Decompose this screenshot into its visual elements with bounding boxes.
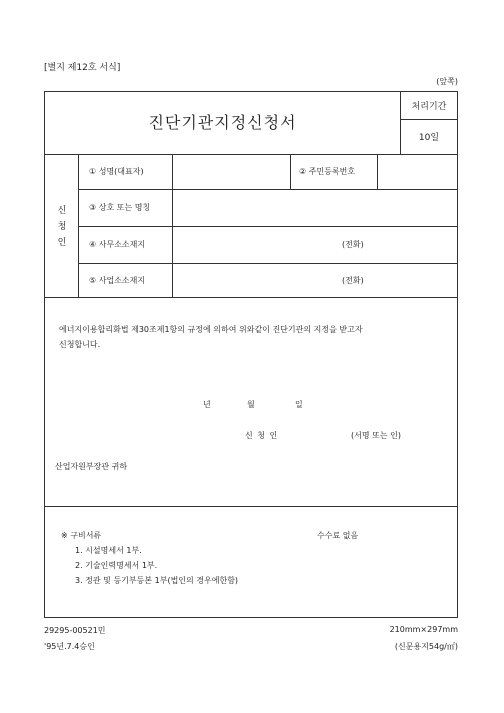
workplace-phone-label: (전화) [342,276,364,285]
processing-period-value: 10일 [418,133,440,143]
signature-note: (서명 또는 인) [351,431,401,440]
office-phone-label: (전화) [342,240,364,249]
document-item: 2. 기술인력명세서 1부. [75,561,158,570]
applicant-section-label: 신 청 인 [57,206,67,248]
form-title: 진단기관지정신청서 [148,113,297,132]
paper-type: (신문용지54g/㎡) [394,642,458,651]
resident-number-field[interactable] [378,155,456,188]
addressee: 산업자원부장관 귀하 [55,462,128,471]
required-documents-header: ※ 구비서류 [61,531,102,540]
divider [290,154,291,189]
divider [400,119,458,120]
paper-size: 210mm×297mm [389,625,458,634]
processing-period-label: 처리기간 [411,102,447,112]
name-field[interactable] [173,155,289,188]
document-item: 1. 시설명세서 1부. [75,546,142,555]
document-item: 3. 정관 및 등기부등본 1부(법인의 경우에한함) [75,576,239,585]
resident-number-label: ② 주민등록번호 [299,167,356,176]
statement-line-2: 신청합니다. [59,340,101,349]
date-day: 일 [295,400,303,409]
approval-date: '95년.7.4승인 [44,642,95,651]
office-address-field[interactable] [173,227,456,262]
form-code: [별지 제12호 서식] [44,63,121,73]
statement-line-1: 에너지이용합리화법 제30조제1항의 규정에 의하여 위와같이 진단기관의 지정을 받고자 [59,325,363,334]
fee-note: 수수료 없음 [317,531,359,540]
application-form [44,91,458,618]
date-month: 월 [247,400,255,409]
page-side-label: (앞쪽) [436,77,458,86]
workplace-address-field[interactable] [173,264,456,296]
name-label: ① 성명(대표자) [89,167,144,176]
office-address-label: ④ 사무소소재지 [89,240,146,249]
divider [45,297,457,298]
workplace-address-label: ⑤ 사업소소재지 [89,276,146,285]
form-number: 29295-00521민 [44,626,106,635]
date-year: 년 [203,400,211,409]
divider [45,506,457,507]
trade-name-field[interactable] [173,190,456,225]
applicant-signature-label: 신 청 인 [245,431,278,440]
trade-name-label: ③ 상호 또는 명칭 [89,203,151,212]
